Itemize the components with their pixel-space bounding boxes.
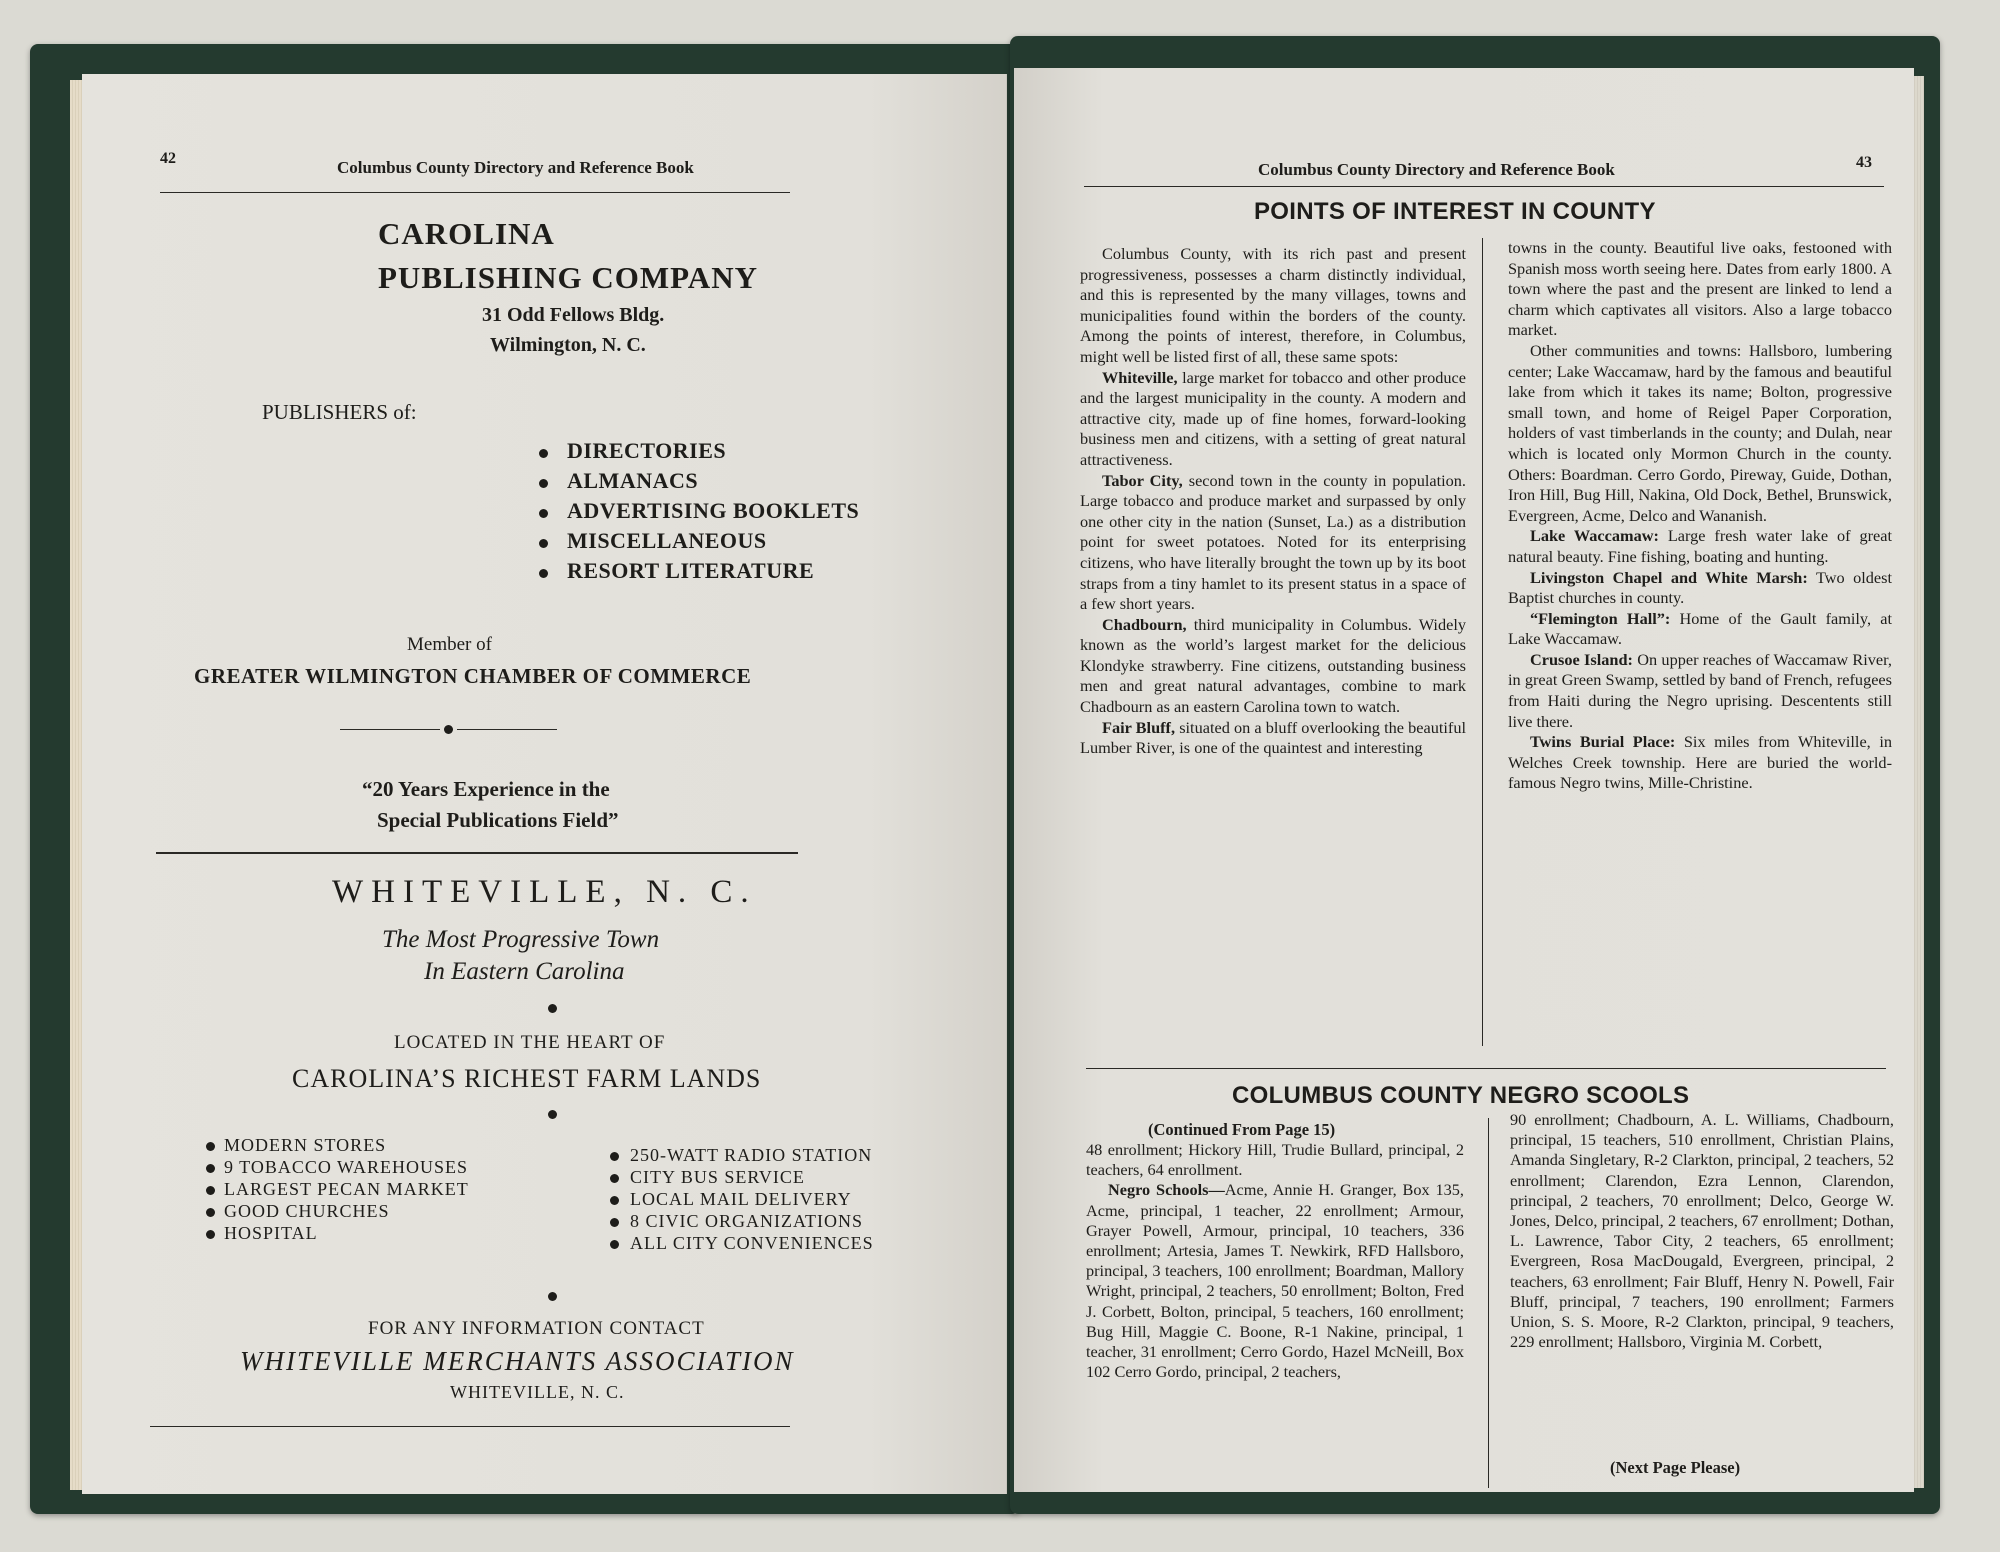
- list-bullet: [539, 509, 548, 518]
- tagline-line1: The Most Progressive Town: [382, 926, 660, 953]
- chamber-name: GREATER WILMINGTON CHAMBER OF COMMERCE: [194, 664, 752, 688]
- paragraph: [1508, 732, 1892, 794]
- paragraph: [1086, 1140, 1464, 1180]
- feature-item: 9 TOBACCO WAREHOUSES: [224, 1157, 469, 1177]
- feature-item: HOSPITAL: [224, 1223, 318, 1243]
- publishers-of-label: PUBLISHERS of:: [262, 400, 417, 424]
- feature-item: LARGEST PECAN MARKET: [224, 1179, 469, 1199]
- paragraph-text: 90 enrollment; Chadbourn, A. L. Williams, Chadbourn, principal, 15 teachers, 510 enrollment, Christian Plains, Amanda Singletary, R-2 Clarkton, principal, 2 teachers, 52 enrollment; Clarendon, Ezra Lennon, Clarendon, principal, 2 teachers, 70 enrollment; Delco, George W. Jones, Delco, principal, 2 teachers, 67 enrollment; Dothan, L. Lawrence, Tabor City, 2 teachers, 65 enrollment; Evergreen, Rosa MacDougald, Evergreen, principal, 2 teachers, 63 enrollment; Fair Bluff, Henry N. Powell, Fair Bluff, principal, 7 teachers, 190 enrollment; Farmers Union, S. S. Moore, R-2 Clarkton, principal, 9 teachers, 229 enrollment; Hallsboro, Virginia M. Corbett,: [1510, 1110, 1894, 1352]
- paragraph-text: second town in the county in population. Large tobacco and produce market and surpassed by only one other city in the nation (Sunset, La.) as a distribution point for sweet potatoes. Noted for its enterprising citizens, who have literally brought the town up by its boot straps from a tiny hamlet to its present status in a space of a few short years.: [1080, 470, 1467, 614]
- list-bullet: [539, 569, 548, 578]
- list-bullet: [539, 539, 548, 548]
- points-of-interest-title: POINTS OF INTEREST IN COUNTY: [1254, 198, 1656, 225]
- feature-bullet: [206, 1142, 215, 1151]
- paragraph: [1508, 609, 1892, 650]
- feature-bullet: [610, 1196, 619, 1205]
- paragraph-lead: Chadbourn,: [1102, 614, 1187, 634]
- ad-divider: [156, 852, 798, 854]
- contact-label: FOR ANY INFORMATION CONTACT: [368, 1318, 705, 1339]
- list-bullet: [539, 449, 548, 458]
- paragraph-lead: Whiteville,: [1102, 367, 1178, 387]
- ornament-dot: [548, 1110, 557, 1119]
- paragraph-lead: Lake Waccamaw:: [1530, 526, 1659, 546]
- continued-note: (Continued From Page 15): [1148, 1120, 1336, 1139]
- paragraph-text: Columbus County, with its rich past and present progressiveness, possesses a charm distinctly individual, and this is represented by the many villages, towns and municipalities found within the borders of the county. Among the points of interest, therefore, in Columbus, might well be listed first of all, these same spots:: [1080, 244, 1466, 366]
- feature-item: MODERN STORES: [224, 1135, 387, 1155]
- right-page: [1014, 68, 1914, 1492]
- page-number: 43: [1856, 154, 1872, 171]
- paragraph-lead: Crusoe Island:: [1530, 649, 1633, 669]
- paragraph-lead: Livingston Chapel and White Marsh:: [1530, 567, 1808, 587]
- company-address-line2: Wilmington, N. C.: [490, 334, 646, 356]
- association-town: WHITEVILLE, N. C.: [450, 1382, 625, 1402]
- ornament-rule-left: [340, 729, 440, 730]
- list-item: ALMANACS: [567, 468, 699, 493]
- feature-item: 8 CIVIC ORGANIZATIONS: [630, 1211, 863, 1231]
- slogan-line2: Special Publications Field”: [377, 808, 619, 832]
- ornament-dot: [548, 1004, 557, 1013]
- paragraph-lead: Negro Schools—: [1108, 1180, 1225, 1200]
- company-name-line2: PUBLISHING COMPANY: [378, 260, 758, 295]
- company-name-line1: CAROLINA: [378, 216, 555, 251]
- next-page-note: (Next Page Please): [1610, 1458, 1741, 1477]
- feature-bullet: [610, 1218, 619, 1227]
- paragraph: [1508, 341, 1892, 526]
- feature-item: ALL CITY CONVENIENCES: [630, 1233, 874, 1253]
- feature-bullet: [206, 1186, 215, 1195]
- paragraph-lead: “Flemington Hall”:: [1530, 608, 1671, 628]
- paragraph: [1080, 244, 1466, 368]
- paragraph-text: Large fresh water lake of great natural beauty. Fine fishing, boating and hunting.: [1508, 526, 1892, 566]
- farm-lands-heading: CAROLINA’S RICHEST FARM LANDS: [292, 1064, 762, 1093]
- feature-item: LOCAL MAIL DELIVERY: [630, 1189, 852, 1209]
- footer-rule: [150, 1426, 790, 1427]
- list-item: MISCELLANEOUS: [567, 528, 767, 553]
- paragraph-text: On upper reaches of Waccamaw River, in great Green Swamp, settled by band of French, refugees from Haiti during the Negro uprising. Descentents still live there.: [1508, 649, 1892, 731]
- paragraph-text: third municipality in Columbus. Widely known as the world’s largest market for the delicious Klondyke strawberry. Fine citizens, outstanding business men and great natural advantages, combine to mark Chadbourn as an eastern Carolina town to watch.: [1080, 614, 1466, 717]
- paragraph-lead: Fair Bluff,: [1102, 717, 1176, 737]
- paragraph: [1080, 471, 1466, 615]
- feature-bullet: [206, 1230, 215, 1239]
- list-item: RESORT LITERATURE: [567, 558, 815, 583]
- paragraph-lead: Twins Burial Place:: [1530, 732, 1676, 752]
- ornament-rule-right: [457, 729, 557, 730]
- list-bullet: [539, 479, 548, 488]
- list-item: ADVERTISING BOOKLETS: [567, 498, 860, 523]
- list-item: DIRECTORIES: [567, 438, 727, 463]
- schools-column-2: [1510, 1110, 1894, 1352]
- feature-bullet: [610, 1240, 619, 1249]
- left-page: [82, 74, 1007, 1494]
- header-rule: [160, 192, 790, 193]
- slogan-line1: “20 Years Experience in the: [362, 777, 610, 801]
- feature-bullet: [206, 1164, 215, 1173]
- member-of-label: Member of: [407, 634, 492, 655]
- paragraph-text: Six miles from Whiteville, in Welches Creek township. Here are buried the world-famous Negro twins, Mille-Christine.: [1508, 732, 1892, 793]
- feature-bullet: [610, 1174, 619, 1183]
- points-column-2: [1508, 238, 1892, 794]
- feature-item: CITY BUS SERVICE: [630, 1167, 805, 1187]
- paragraph-text: situated on a bluff overlooking the beautiful Lumber River, is one of the quaintest and interesting: [1080, 717, 1466, 758]
- paragraph-text: towns in the county. Beautiful live oaks, festooned with Spanish moss worth seeing here. Dates from early 1800. A town where the past and the present are linked to lend a charm which captivates all visitors. Also a large tobacco market.: [1508, 238, 1892, 340]
- header-rule: [1084, 186, 1884, 187]
- paragraph-text: Other communities and towns: Hallsboro, lumbering center; Lake Waccamaw, hard by the famous and beautiful lake from which it takes its name; Bolton, progressive small town, and home of Reigel Paper Corporation, holders of vast timberlands in the county; and Dulah, near which is located only Mormon Church in the county. Others: Boardman. Cerro Gordo, Pireway, Guide, Dothan, Iron Hill, Bug Hill, Nakina, Old Dock, Bethel, Brunswick, Evergreen, Acme, Delco and Wananish.: [1508, 340, 1892, 525]
- schools-column-1: [1086, 1140, 1464, 1382]
- paragraph: [1508, 650, 1892, 732]
- tagline-line2: In Eastern Carolina: [424, 958, 625, 985]
- feature-bullet: [206, 1208, 215, 1217]
- located-label: LOCATED IN THE HEART OF: [394, 1032, 666, 1053]
- column-divider: [1482, 238, 1483, 1046]
- feature-bullet: [610, 1152, 619, 1161]
- paragraph: [1080, 718, 1466, 759]
- feature-item: GOOD CHURCHES: [224, 1201, 390, 1221]
- feature-item: 250-WATT RADIO STATION: [630, 1145, 873, 1165]
- company-address-line1: 31 Odd Fellows Bldg.: [482, 304, 665, 326]
- page-number: 42: [160, 150, 176, 167]
- section-divider: [1086, 1068, 1886, 1069]
- ornament-dot: [444, 725, 453, 734]
- paragraph: [1508, 568, 1892, 609]
- points-column-1: [1080, 244, 1466, 759]
- paragraph-text: large market for tobacco and other produce and the largest municipality in the county. A modern and attractive city, made up of fine homes, forward-looking business men and citizens, with a setting of great natural attractiveness.: [1080, 367, 1466, 469]
- paragraph-text: 48 enrollment; Hickory Hill, Trudie Bullard, principal, 2 teachers, 64 enrollment.: [1086, 1140, 1464, 1180]
- paragraph: [1508, 526, 1892, 567]
- paragraph-text: Home of the Gault family, at Lake Waccamaw.: [1508, 608, 1893, 649]
- town-name: WHITEVILLE, N. C.: [332, 874, 757, 910]
- merchants-association: WHITEVILLE MERCHANTS ASSOCIATION: [240, 1346, 795, 1376]
- paragraph: [1508, 238, 1892, 341]
- paragraph-lead: Tabor City,: [1102, 470, 1183, 490]
- ornament-dot: [548, 1292, 557, 1301]
- paragraph-text: Acme, Annie H. Granger, Box 135, Acme, principal, 1 teacher, 22 enrollment; Armour, Grayer Powell, Armour, principal, 10 teachers, 336 enrollment; Artesia, James T. Newkirk, RFD Hallsboro, principal, 3 teachers, 100 enrollment; Boardman, Mallory Wright, principal, 2 teachers, 50 enrollment; Bolton, Fred J. Corbett, Bolton, principal, 5 teachers, 160 enrollment; Bug Hill, Maggie C. Boone, R-1 Nakine, principal, 1 teacher, 31 enrollment; Cerro Gordo, Hazel McNeill, Box 102 Cerro Gordo, principal, 2 teachers,: [1086, 1180, 1465, 1382]
- running-header: Columbus County Directory and Reference Book: [337, 158, 694, 177]
- column-divider: [1488, 1118, 1489, 1488]
- paragraph: [1086, 1180, 1464, 1382]
- paragraph: [1080, 368, 1466, 471]
- paragraph: [1080, 615, 1466, 718]
- paragraph-text: Two oldest Baptist churches in county.: [1508, 567, 1892, 608]
- schools-title: COLUMBUS COUNTY NEGRO SCOOLS: [1232, 1082, 1690, 1109]
- running-header: Columbus County Directory and Reference Book: [1258, 160, 1615, 179]
